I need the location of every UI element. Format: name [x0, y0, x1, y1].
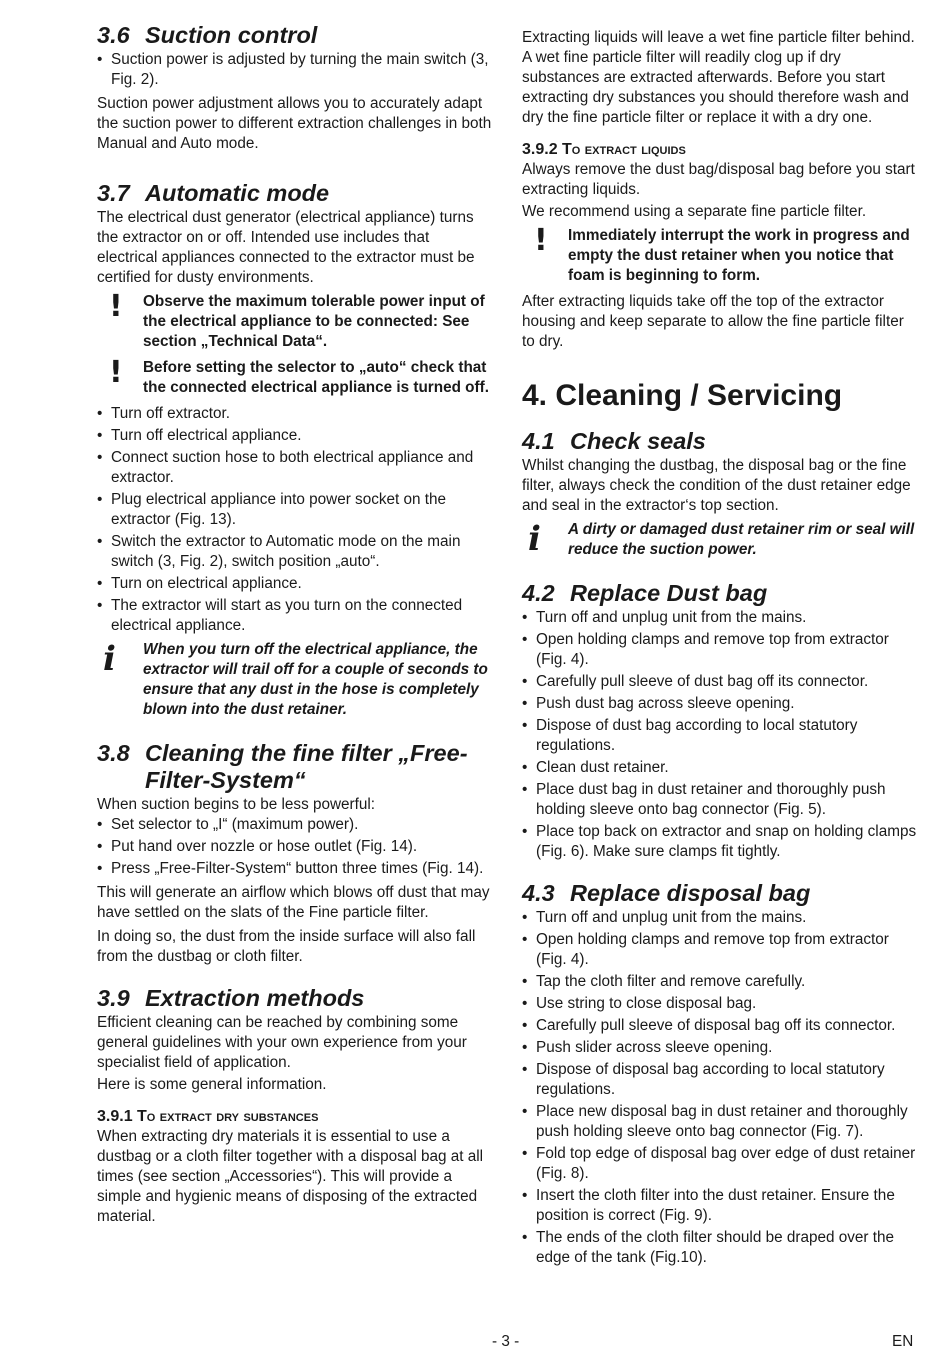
- section-4-1-heading: 4.1 Check seals: [522, 428, 706, 454]
- paragraph: Suction power adjustment allows you to accurately adapt the suction power to different extraction challenges in both Manual and Auto mode.: [97, 95, 492, 152]
- subsection-3-9-2-heading: 3.9.2 To extract liquids: [522, 141, 686, 158]
- paragraph: Efficient cleaning can be reached by combining some general guidelines with your own experience from your specialist field of application.: [97, 1014, 467, 1071]
- list-item: • Push dust bag across sleeve opening.: [522, 694, 918, 714]
- list-4-3: [522, 908, 918, 1268]
- list-item: • The ends of the cloth filter should be draped over the edge of the tank (Fig.10).: [522, 1228, 918, 1268]
- list-item: • Press „Free-Filter-System“ button three times (Fig. 14).: [97, 859, 493, 879]
- list-item: • Open holding clamps and remove top from extractor (Fig. 4).: [522, 930, 918, 970]
- list-item: • Place dust bag in dust retainer and thoroughly push holding sleeve onto bag connector (Fig. 5).: [522, 780, 918, 820]
- section-3-6-heading: 3.6 Suction control: [97, 22, 318, 48]
- list-item: • Suction power is adjusted by turning the main switch (3, Fig. 2).: [97, 50, 493, 90]
- list-item: • Clean dust retainer.: [522, 758, 918, 778]
- section-3-8-heading: 3.8 Cleaning the fine filter „Free-Filter-System“: [97, 740, 468, 793]
- paragraph: Extracting liquids will leave a wet fine particle filter behind. A wet fine particle filter will readily clog up if dry substances are extracted afterwards. Before you start extracting dry substances you should therefore wash and dry the fine particle filter or replace it with a dry one.: [522, 29, 915, 126]
- exclamation-icon: !: [534, 223, 548, 258]
- list-item: • Turn off electrical appliance.: [97, 426, 493, 446]
- list-item: • Set selector to „I“ (maximum power).: [97, 815, 493, 835]
- info-icon: i: [103, 639, 116, 679]
- list-item: • Put hand over nozzle or hose outlet (Fig. 14).: [97, 837, 493, 857]
- info-note: i A dirty or damaged dust retainer rim or seal will reduce the suction power.: [528, 519, 915, 559]
- list-item: • Dispose of dust bag according to local statutory regulations.: [522, 716, 918, 756]
- list-item: • Place new disposal bag in dust retainer and thoroughly push holding sleeve onto bag connector (Fig. 7).: [522, 1102, 918, 1142]
- list-3-8: [97, 815, 493, 879]
- list-item: • Carefully pull sleeve of disposal bag off its connector.: [522, 1016, 918, 1036]
- exclamation-icon: !: [109, 289, 123, 324]
- page-number: - 3 -: [492, 1333, 520, 1350]
- list-item: • Turn on electrical appliance.: [97, 574, 493, 594]
- warning-note: ! Immediately interrupt the work in progress and empty the dust retainer when you notice that foam is beginning to form.: [534, 223, 910, 284]
- section-3-7-heading: 3.7 Automatic mode: [97, 180, 330, 206]
- list-3-7: [97, 404, 493, 636]
- paragraph: After extracting liquids take off the top of the extractor housing and keep separate to allow the fine particle filter to dry.: [522, 293, 904, 350]
- paragraph: Always remove the dust bag/disposal bag before you start extracting liquids.: [522, 161, 915, 198]
- paragraph: We recommend using a separate fine particle filter.: [522, 203, 867, 220]
- list-item: • Turn off and unplug unit from the mains.: [522, 608, 918, 628]
- list-item: • Turn off extractor.: [97, 404, 493, 424]
- paragraph: Here is some general information.: [97, 1076, 327, 1093]
- info-icon: i: [528, 519, 541, 559]
- paragraph: Whilst changing the dustbag, the disposal bag or the fine filter, always check the condition of the dust retainer edge and seal in the extractor‘s top section.: [522, 457, 911, 514]
- paragraph: When suction begins to be less powerful:: [97, 796, 376, 813]
- language-code: EN: [892, 1333, 914, 1350]
- paragraph: The electrical dust generator (electrical appliance) turns the extractor on or off. Intended use includes that electrical appliances connected to the extractor must be certified for dusty environments.: [97, 209, 475, 286]
- list-item: • Plug electrical appliance into power socket on the extractor (Fig. 13).: [97, 490, 493, 530]
- section-4-3-heading: 4.3 Replace disposal bag: [522, 880, 811, 906]
- paragraph: This will generate an airflow which blows off dust that may have settled on the slats of the Fine particle filter.: [97, 884, 490, 921]
- warning-note: ! Before setting the selector to „auto“ check that the connected electrical appliance is turned off.: [109, 355, 489, 396]
- list-item: • Switch the extractor to Automatic mode on the main switch (3, Fig. 2), switch position „auto“.: [97, 532, 493, 572]
- list-item: • Use string to close disposal bag.: [522, 994, 918, 1014]
- list-item: • Fold top edge of disposal bag over edge of dust retainer (Fig. 8).: [522, 1144, 918, 1184]
- paragraph: In doing so, the dust from the inside surface will also fall from the dustbag or cloth filter.: [97, 928, 476, 965]
- list-4-2: [522, 608, 918, 862]
- exclamation-icon: !: [109, 355, 123, 390]
- subsection-3-9-1-heading: 3.9.1 To extract dry substances: [97, 1108, 319, 1125]
- warning-note: ! Observe the maximum tolerable power input of the electrical appliance to be connected: See section „Technical Data“.: [109, 289, 485, 350]
- list-item: • Connect suction hose to both electrical appliance and extractor.: [97, 448, 493, 488]
- list-item: • Open holding clamps and remove top from extractor (Fig. 4).: [522, 630, 918, 670]
- chapter-4-heading: 4. Cleaning / Servicing: [522, 379, 843, 412]
- list-item: • Carefully pull sleeve of dust bag off its connector.: [522, 672, 918, 692]
- right-column: [522, 28, 918, 1272]
- section-4-2-heading: 4.2 Replace Dust bag: [522, 580, 768, 606]
- list-item: • Tap the cloth filter and remove carefully.: [522, 972, 918, 992]
- list-item: • Insert the cloth filter into the dust retainer. Ensure the position is correct (Fig. 9).: [522, 1186, 918, 1226]
- paragraph: When extracting dry materials it is essential to use a dustbag or a cloth filter together with a disposal bag at all times (see section „Accessories“). This will provide a simple and hygienic means of disposing of the extracted material.: [97, 1128, 484, 1225]
- list-item: • Dispose of disposal bag according to local statutory regulations.: [522, 1060, 918, 1100]
- info-note: i When you turn off the electrical appliance, the extractor will trail off for a couple of seconds to ensure that any dust in the hose is completely blown into the dust retainer.: [103, 639, 488, 718]
- section-3-9-heading: 3.9 Extraction methods: [97, 985, 365, 1011]
- list-item: • Push slider across sleeve opening.: [522, 1038, 918, 1058]
- list-3-6: [97, 50, 493, 90]
- left-column: [97, 22, 493, 1231]
- list-item: • The extractor will start as you turn on the connected electrical appliance.: [97, 596, 493, 636]
- list-item: • Turn off and unplug unit from the mains.: [522, 908, 918, 928]
- list-item: • Place top back on extractor and snap on holding clamps (Fig. 6). Make sure clamps fit tightly.: [522, 822, 918, 862]
